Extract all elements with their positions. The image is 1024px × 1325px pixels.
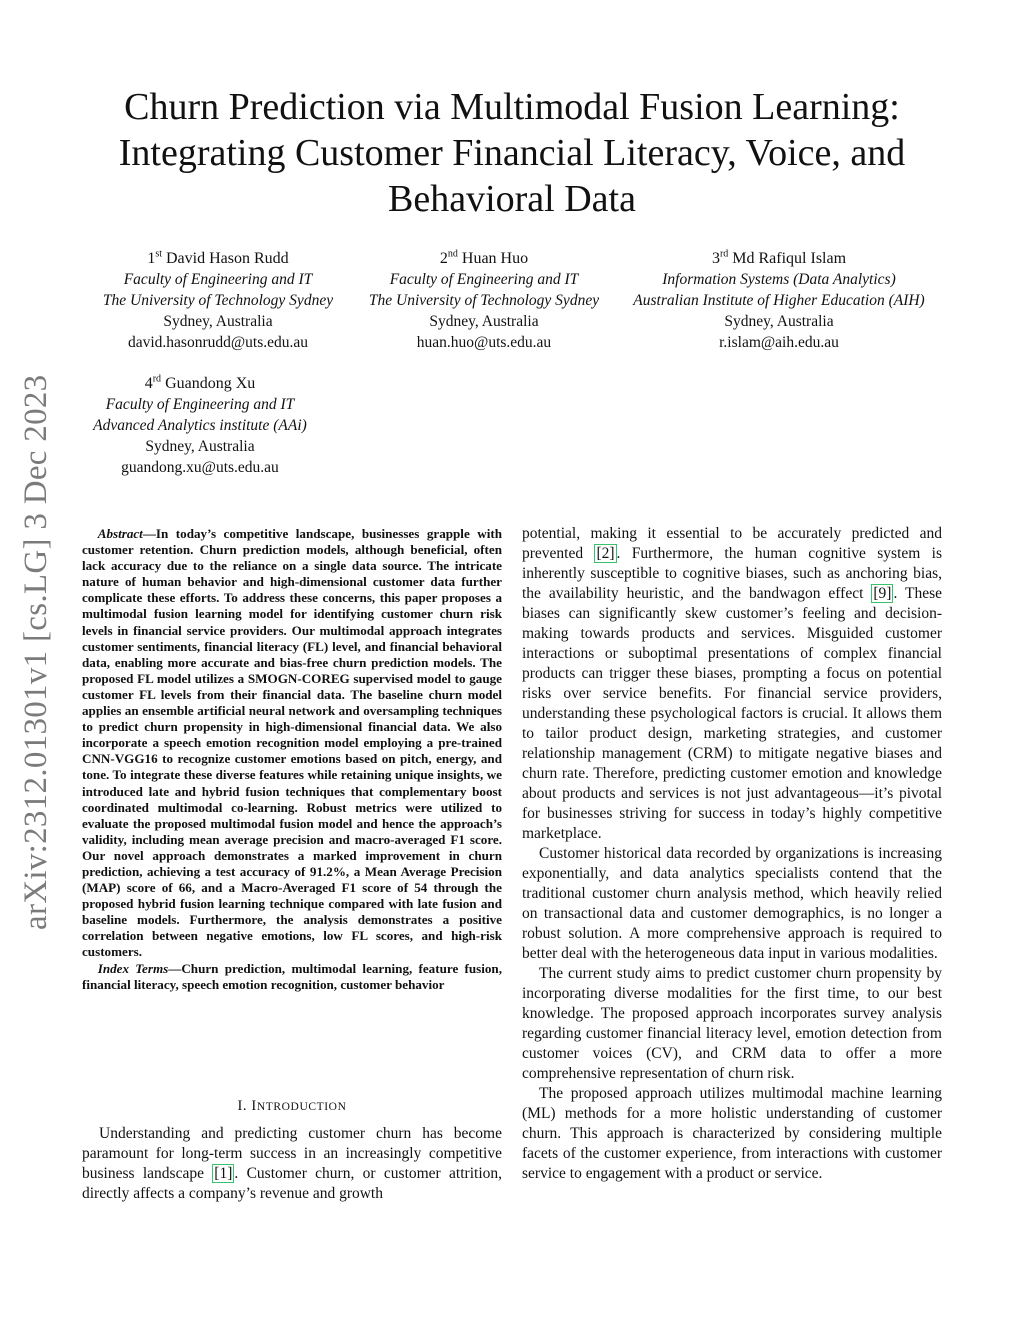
intro-right-column [522, 524, 942, 1184]
author-institution: The University of Technology Sydney [368, 292, 600, 309]
author-department: Faculty of Engineering and IT [105, 396, 295, 413]
author-institution: The University of Technology Sydney [102, 292, 334, 309]
author-email[interactable]: david.hasonrudd@uts.edu.au [127, 334, 308, 351]
abstract-text: —In today’s competitive landscape, businesses grapple with customer retention. Churn prediction models, although beneficial, often lack accuracy due to the reliance on a single data source. The intricate nature of human behavior and high-dimensional customer data further complicate these efforts. To address these concerns, this paper proposes a multimodal fusion learning model for identifying customer churn risk levels in financial service providers. Our multimodal approach integrates customer sentiments, financial literacy (FL) level, and financial behavioral data, enabling more accurate and bias-free churn prediction models. The proposed FL model utilizes a SMOGN-COREG supervised model to gauge customer FL levels from their financial data. The baseline churn model applies an ensemble artificial neural network and oversampling techniques to predict churn propensity in high-dimensional financial data. We also incorporate a speech emotion recognition model employing a pre-trained CNN-VGG16 to recognize customer emotions based on pitch, energy, and tone. To integrate these diverse features while retaining unique insights, we introduced late and hybrid fusion techniques that complementary boost coordinated multimodal co-learning. Robust metrics were utilized to evaluate the proposed multimodal fusion model and hence the approach’s validity, including mean average precision and macro-averaged F1 score. Our novel approach demonstrates a marked improvement in churn prediction, achieving a test accuracy of 91.2%, a Mean Average Precision (MAP) score of 66, and a Macro-Averaged F1 score of 54 through the proposed hybrid fusion learning technique compared with late fusion and baseline models. Furthermore, the analysis demonstrates a positive correlation between negative emotions, low FL scores, and high-risk customers. [82, 526, 502, 960]
author-department: Faculty of Engineering and IT [123, 271, 313, 288]
intro-paragraph-2: Customer historical data recorded by organizations is increasing exponentially, and data analytics specialists contend that the traditional customer churn analysis method, which heavily relied on transactional data and customer demographics, is no longer a robust solution. A more comprehensive approach is required to better deal with the heterogeneous data input in various modalities. [522, 845, 942, 962]
author-block-2 [346, 248, 622, 353]
author-name: 2nd Huan Huo [439, 248, 529, 267]
author-block-1 [78, 248, 358, 353]
author-name: 1st David Hason Rudd [147, 248, 289, 267]
arxiv-identifier: arXiv:2312.01301v1 [cs.LG] 3 Dec 2023 [18, 374, 54, 930]
author-location: Sydney, Australia [724, 313, 834, 330]
abstract-label: Abstract [97, 526, 143, 541]
intro-paragraph-continued: potential, making it essential to be accurately predicted and prevented [2] . Furthermore, the human cognitive system is inherently susceptible to cognitive biases, such as anchoring bias, the availability heuristic, and the bandwagon effect [9] . These biases can significantly skew customer’s feeling and decision-making towards products and services. Misguided customer interactions or suboptimal presentations of complex financial products can trigger these biases, prompting a focus on potential risks over service benefits. For financial service providers, understanding these psychological factors is crucial. It allows them to tailor product design, marketing strategies, and customer relationship management (CRM) to mitigate negative biases and churn rate. Therefore, predicting customer emotion and knowledge about products and services is not just advantageous—it’s pivotal for businesses striving for success in today’s highly competitive marketplace. [522, 525, 942, 842]
author-email[interactable]: guandong.xu@uts.edu.au [121, 459, 279, 476]
author-email[interactable]: r.islam@aih.edu.au [719, 334, 839, 351]
author-location: Sydney, Australia [429, 313, 539, 330]
author-institution: Advanced Analytics institute (AAi) [93, 417, 307, 434]
author-location: Sydney, Australia [163, 313, 273, 330]
intro-paragraph-1: Understanding and predicting customer churn has become paramount for long-term success in an increasingly competitive business landscape [1] . Customer churn, or customer attrition, directly affects a company’s revenue and growth [82, 1125, 502, 1202]
author-department: Faculty of Engineering and IT [389, 271, 579, 288]
author-name: 4rd Guandong Xu [144, 373, 256, 392]
author-block-4 [70, 373, 330, 478]
intro-paragraph-3: The current study aims to predict customer churn propensity by incorporating diverse modalities for the first time, to our best knowledge. The proposed approach incorporates survey analysis regarding customer financial literacy level, emotion detection from customer voices (CV), and CRM data to offer a more comprehensive representation of churn risk. [522, 965, 942, 1082]
intro-left-column [82, 1124, 502, 1204]
citation-link[interactable]: [2] [596, 545, 615, 562]
title-line-3: Behavioral Data [388, 178, 636, 220]
citation-link[interactable]: [9] [873, 585, 892, 602]
abstract-paragraph [82, 526, 502, 961]
citation-link[interactable]: [1] [214, 1165, 233, 1182]
author-email[interactable]: huan.huo@uts.edu.au [416, 334, 552, 351]
author-location: Sydney, Australia [145, 438, 255, 455]
abstract-block [82, 526, 502, 993]
paper-title [60, 84, 964, 222]
index-terms-text: —Churn prediction, multimodal learning, feature fusion, financial literacy, speech emotion recognition, customer behavior [82, 960, 502, 992]
section-heading-introduction: I. INTRODUCTION [237, 1098, 347, 1114]
author-name: 3rd Md Rafiqul Islam [711, 248, 847, 267]
index-terms-label: Index Terms [97, 960, 169, 976]
author-department: Information Systems (Data Analytics) [662, 271, 896, 288]
author-block-3 [616, 248, 942, 353]
title-line-1: Churn Prediction via Multimodal Fusion Learning: [124, 86, 900, 128]
title-line-2: Integrating Customer Financial Literacy, Voice, and [118, 132, 906, 174]
intro-paragraph-4: The proposed approach utilizes multimodal machine learning (ML) methods for a more holistic understanding of customer churn. This approach is characterized by considering multiple facets of the customer experience, from interactions with customer service to engagement with a product or service. [522, 1085, 942, 1182]
index-terms-paragraph [82, 961, 502, 993]
author-institution: Australian Institute of Higher Education (AIH) [633, 292, 925, 309]
